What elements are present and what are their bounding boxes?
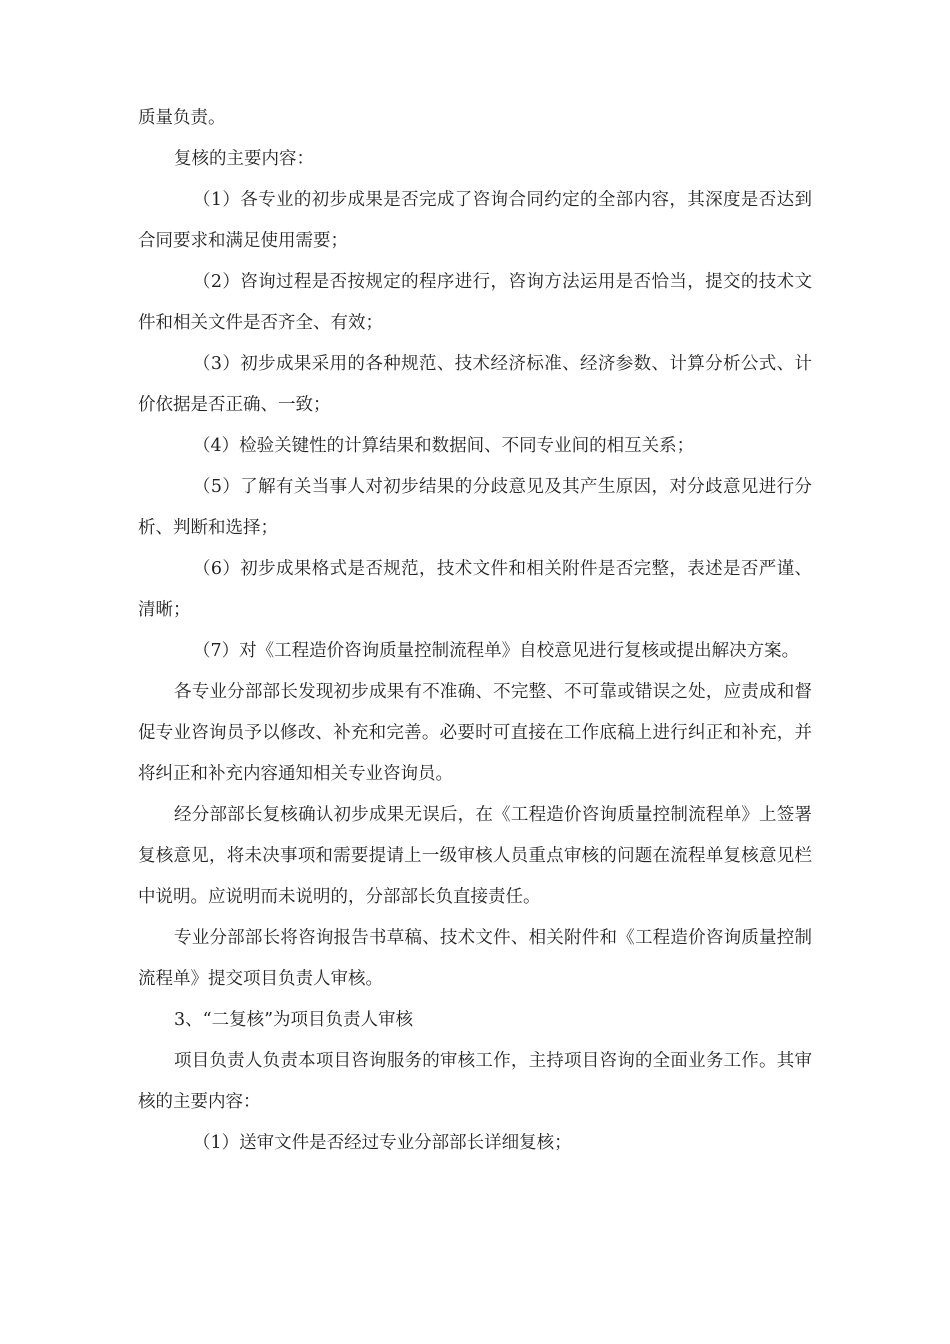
paragraph-14: 项目负责人负责本项目咨询服务的审核工作，主持项目咨询的全面业务工作。其审核的主要内容： (138, 1051, 812, 1112)
paragraph-9: （7）对《工程造价咨询质量控制流程单》自校意见进行复核或提出解决方案。 (193, 641, 800, 661)
paragraph-2: 复核的主要内容： (174, 149, 314, 169)
paragraph-1: 质量负责。 (138, 108, 226, 128)
paragraph-12: 专业分部部长将咨询报告书草稿、技术文件、相关附件和《工程造价咨询质量控制流程单》提交项目负责人审核。 (138, 928, 812, 989)
paragraph-5: （3）初步成果采用的各种规范、技术经济标准、经济参数、计算分析公式、计价依据是否正确、一致； (138, 354, 812, 415)
paragraph-4: （2）咨询过程是否按规定的程序进行，咨询方法运用是否恰当，提交的技术文件和相关文件是否齐全、有效； (138, 272, 812, 333)
paragraph-7: （5）了解有关当事人对初步结果的分歧意见及其产生原因，对分歧意见进行分析、判断和选择； (138, 477, 812, 538)
section-heading-3: 3、“二复核”为项目负责人审核 (174, 1010, 414, 1030)
paragraph-10: 各专业分部部长发现初步成果有不准确、不完整、不可靠或错误之处，应责成和督促专业咨询员予以修改、补充和完善。必要时可直接在工作底稿上进行纠正和补充，并将纠正和补充内容通知相关专业咨询员。 (138, 682, 812, 784)
paragraph-3: （1）各专业的初步成果是否完成了咨询合同约定的全部内容，其深度是否达到合同要求和满足使用需要； (138, 190, 812, 251)
paragraph-11: 经分部部长复核确认初步成果无误后，在《工程造价咨询质量控制流程单》上签署复核意见，将未决事项和需要提请上一级审核人员重点审核的问题在流程单复核意见栏中说明。应说明而未说明的，分部部长负直接责任。 (138, 805, 812, 907)
paragraph-15: （1）送审文件是否经过专业分部部长详细复核； (193, 1133, 572, 1153)
paragraph-6: （4）检验关键性的计算结果和数据间、不同专业间的相互关系； (193, 436, 695, 456)
document-body (138, 98, 812, 1164)
paragraph-8: （6）初步成果格式是否规范，技术文件和相关附件是否完整，表述是否严谨、清晰； (138, 559, 812, 620)
